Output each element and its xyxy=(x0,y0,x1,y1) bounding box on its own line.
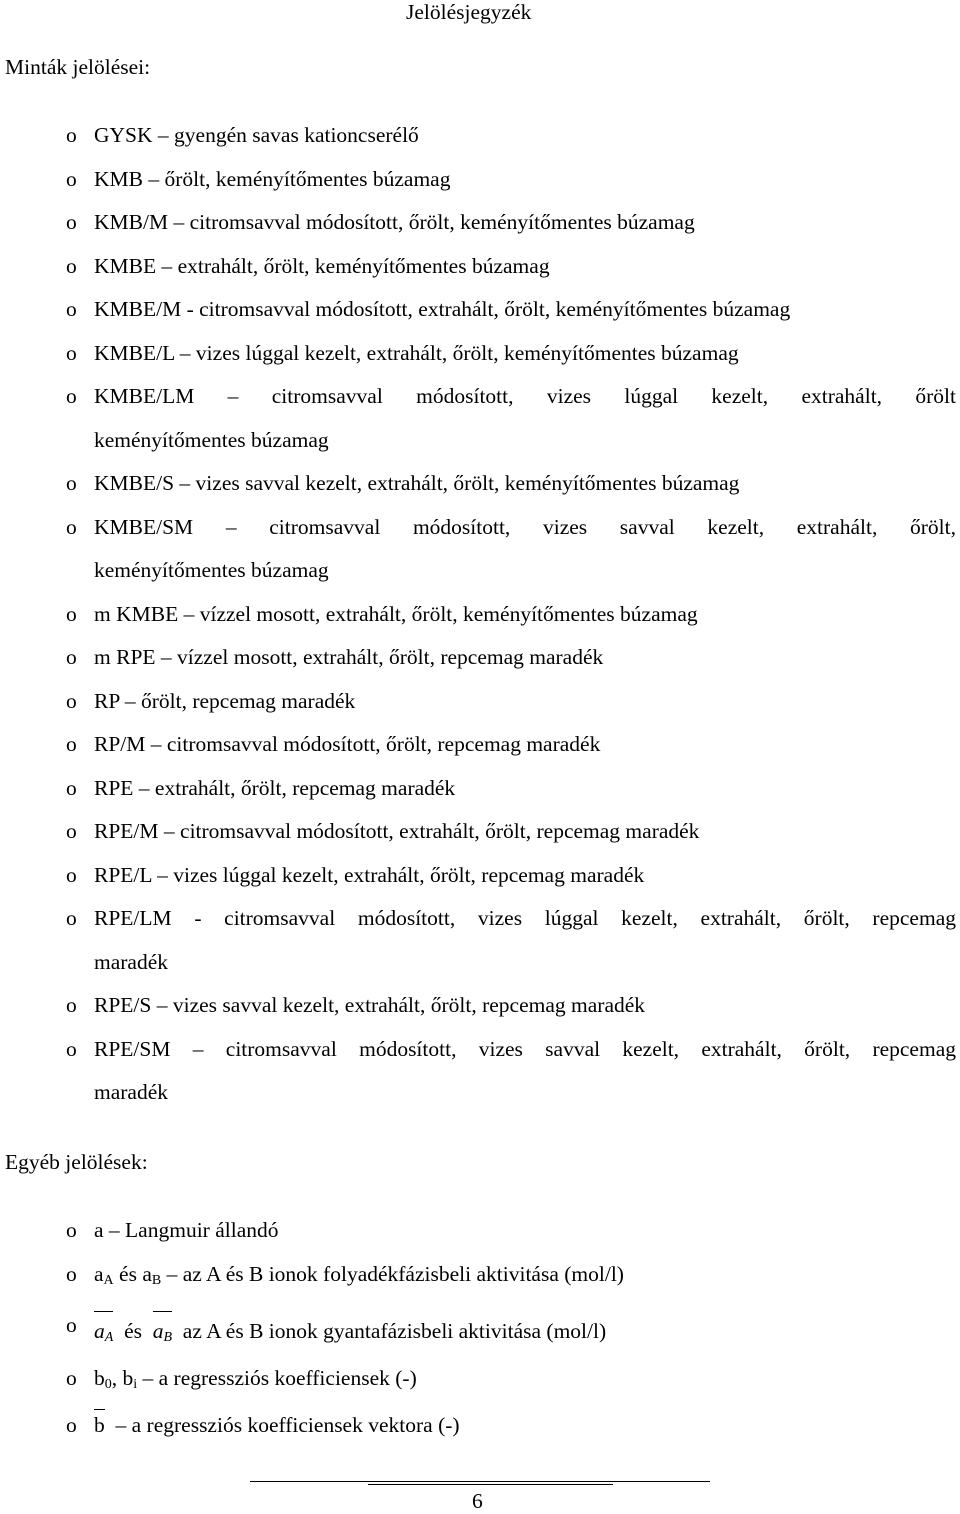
bullet-marker: o xyxy=(66,776,77,800)
bullet-marker: o xyxy=(66,1313,77,1337)
bullet-marker: o xyxy=(66,863,77,887)
sample-label: KMBE/M - citromsavval módosított, extrahált, őrölt, keményítőmentes búzamag xyxy=(94,297,791,321)
bullet-marker: o xyxy=(66,384,77,408)
sample-label: RPE/L – vizes lúggal kezelt, extrahált, őrölt, repcemag maradék xyxy=(94,863,645,887)
sample-label: RPE/M – citromsavval módosított, extrahált, őrölt, repcemag maradék xyxy=(94,819,700,843)
sample-label: RPE/SM – citromsavval módosított, vizes savval kezelt, extrahált, őrölt, repcemag xyxy=(94,1037,956,1061)
page-title: Jelölésjegyzék xyxy=(406,0,532,24)
langmuir-constant-text: a – Langmuir állandó xyxy=(94,1218,279,1242)
footer-rule xyxy=(250,1481,710,1482)
sample-label: KMBE/L – vizes lúggal kezelt, extrahált, őrölt, keményítőmentes búzamag xyxy=(94,341,739,365)
bullet-marker: o xyxy=(66,1037,77,1061)
regression-vector-text: b – a regressziós koefficiensek vektora (-) xyxy=(94,1413,460,1437)
sample-label: KMBE/S – vizes savval kezelt, extrahált, őrölt, keményítőmentes búzamag xyxy=(94,471,740,495)
regression-coefficients-text: $b_0$, $b_i$ – a regressziós koefficiensek (-) xyxy=(94,1366,417,1392)
bullet-marker: o xyxy=(66,515,77,539)
sample-label: RPE – extrahált, őrölt, repcemag maradék xyxy=(94,776,456,800)
sample-label: KMBE – extrahált, őrölt, keményítőmentes búzamag xyxy=(94,254,550,278)
sample-label-continuation: keményítőmentes búzamag xyxy=(94,428,329,452)
sample-label: RP/M – citromsavval módosított, őrölt, repcemag maradék xyxy=(94,732,601,756)
samples-heading: Minták jelölései: xyxy=(5,55,151,79)
bullet-marker: o xyxy=(66,993,77,1017)
sample-label: GYSK – gyengén savas kationcserélő xyxy=(94,123,419,147)
bullet-marker: o xyxy=(66,689,77,713)
sample-label: KMBE/SM – citromsavval módosított, vizes savval kezelt, extrahált, őrölt, xyxy=(94,515,956,539)
resin-activity-text: $a_A$ és $a_B$ az A és B ionok gyantafázisbeli aktivitása (mol/l) xyxy=(94,1319,607,1345)
sample-label-continuation: keményítőmentes búzamag xyxy=(94,558,329,582)
bullet-marker: o xyxy=(66,297,77,321)
other-heading: Egyéb jelölések: xyxy=(5,1150,148,1174)
bullet-marker: o xyxy=(66,1218,77,1242)
sample-label: RPE/LM - citromsavval módosított, vizes lúggal kezelt, extrahált, őrölt, repcemag xyxy=(94,906,956,930)
bullet-marker: o xyxy=(66,341,77,365)
overbar-a-a: $a_A$ xyxy=(94,1319,114,1345)
bullet-marker: o xyxy=(66,1366,77,1390)
overbar-a-b: $a_B$ xyxy=(152,1319,173,1345)
sample-label: KMB/M – citromsavval módosított, őrölt, keményítőmentes búzamag xyxy=(94,210,695,234)
sample-label: RP – őrölt, repcemag maradék xyxy=(94,689,356,713)
bullet-marker: o xyxy=(66,1413,77,1437)
bullet-marker: o xyxy=(66,210,77,234)
sample-label-continuation: maradék xyxy=(94,950,169,974)
bullet-marker: o xyxy=(66,732,77,756)
overbar-b: b xyxy=(94,1413,105,1437)
bullet-marker: o xyxy=(66,602,77,626)
sample-label-continuation: maradék xyxy=(94,1080,169,1104)
page-number: 6 xyxy=(472,1489,483,1513)
sample-label: KMBE/LM – citromsavval módosított, vizes lúggal kezelt, extrahált, őrölt xyxy=(94,384,956,408)
footer-rule-short xyxy=(368,1484,613,1485)
bullet-marker: o xyxy=(66,645,77,669)
sample-label: m KMBE – vízzel mosott, extrahált, őrölt, keményítőmentes búzamag xyxy=(94,602,698,626)
bullet-marker: o xyxy=(66,471,77,495)
sample-label: m RPE – vízzel mosott, extrahált, őrölt, repcemag maradék xyxy=(94,645,604,669)
bullet-marker: o xyxy=(66,1262,77,1286)
liquid-activity-text: $a_A$ és $a_B$ – az A és B ionok folyadékfázisbeli aktivitása (mol/l) xyxy=(94,1262,624,1288)
sample-label: RPE/S – vizes savval kezelt, extrahált, őrölt, repcemag maradék xyxy=(94,993,646,1017)
bullet-marker: o xyxy=(66,906,77,930)
bullet-marker: o xyxy=(66,167,77,191)
bullet-marker: o xyxy=(66,819,77,843)
bullet-marker: o xyxy=(66,254,77,278)
sample-label: KMB – őrölt, keményítőmentes búzamag xyxy=(94,167,451,191)
bullet-marker: o xyxy=(66,123,77,147)
